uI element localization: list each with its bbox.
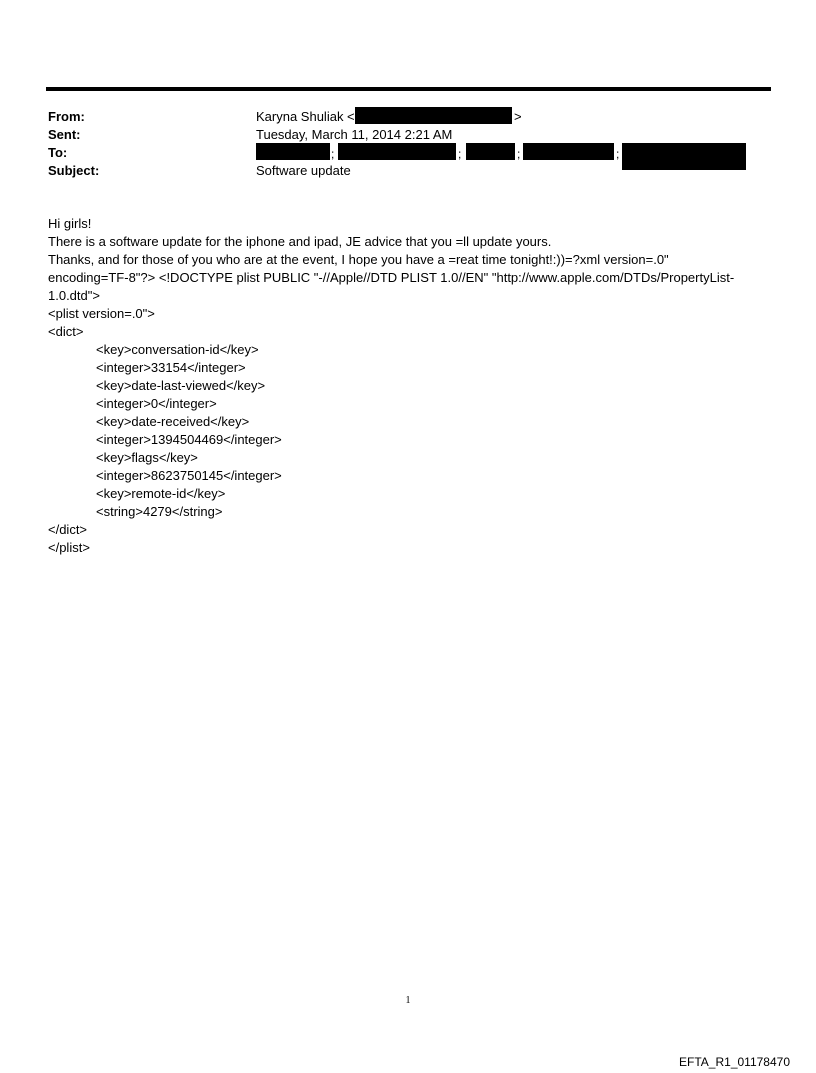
body-line-1: There is a software update for the iphone and ipad, JE advice that you =ll update yours. bbox=[48, 234, 552, 249]
sent-value: Tuesday, March 11, 2014 2:21 AM bbox=[256, 127, 453, 142]
dict-entry: <key>date-last-viewed</key> bbox=[96, 378, 266, 393]
subject-value: Software update bbox=[256, 163, 351, 178]
plist-open: <plist version=.0"> bbox=[48, 306, 155, 321]
dict-entry: <integer>33154</integer> bbox=[96, 360, 246, 375]
from-close: > bbox=[514, 109, 522, 124]
page-number: 1 bbox=[405, 995, 411, 1006]
body-line-3: encoding=TF-8"?> <!DOCTYPE plist PUBLIC "-//Apple//DTD PLIST 1.0//EN" "http://www.apple.com/DTDs/PropertyList- bbox=[48, 270, 735, 285]
redaction-to-3 bbox=[466, 143, 515, 160]
redaction-to-1 bbox=[256, 143, 330, 160]
redaction-from-email bbox=[355, 107, 512, 124]
to-label: To: bbox=[48, 145, 68, 160]
document-id: EFTA_R1_01178470 bbox=[679, 1055, 790, 1069]
body-greeting: Hi girls! bbox=[48, 216, 92, 231]
dict-entry: <key>date-received</key> bbox=[96, 414, 250, 429]
to-separator-4: ; bbox=[616, 147, 620, 161]
dict-entry: <key>flags</key> bbox=[96, 450, 198, 465]
dict-entry: <integer>8623750145</integer> bbox=[96, 468, 282, 483]
dict-entry: <key>conversation-id</key> bbox=[96, 342, 259, 357]
subject-label: Subject: bbox=[48, 163, 100, 178]
dict-open: <dict> bbox=[48, 324, 84, 339]
from-value bbox=[256, 108, 355, 126]
dict-entry: <string>4279</string> bbox=[96, 504, 223, 519]
from-label: From: bbox=[48, 109, 85, 124]
dict-close: </dict> bbox=[48, 522, 88, 537]
to-separator-1: ; bbox=[331, 147, 335, 161]
dict-entry: <integer>0</integer> bbox=[96, 396, 217, 411]
plist-close: </plist> bbox=[48, 540, 90, 555]
from-name: Karyna Shuliak < bbox=[256, 109, 355, 124]
to-separator-3: ; bbox=[517, 147, 521, 161]
redaction-to-2 bbox=[338, 143, 456, 160]
body-line-2: Thanks, and for those of you who are at the event, I hope you have a =reat time tonight!:))=?xml version=.0" bbox=[48, 252, 669, 267]
dict-entry: <integer>1394504469</integer> bbox=[96, 432, 282, 447]
top-rule bbox=[46, 87, 771, 91]
redaction-to-4 bbox=[523, 143, 614, 160]
redaction-to-5 bbox=[622, 143, 746, 170]
body-line-4: 1.0.dtd"> bbox=[48, 288, 100, 303]
dict-entry: <key>remote-id</key> bbox=[96, 486, 226, 501]
to-separator-2: ; bbox=[458, 147, 462, 161]
sent-label: Sent: bbox=[48, 127, 81, 142]
